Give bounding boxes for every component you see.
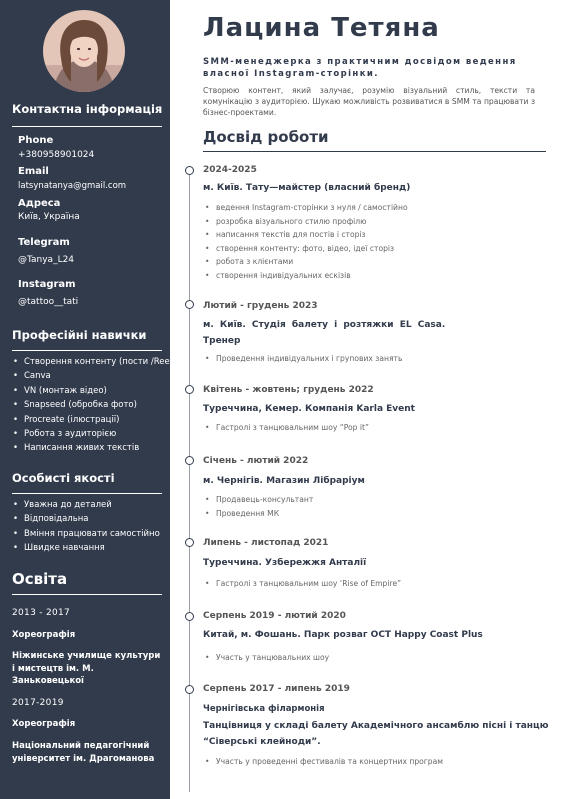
list-item: • VN (монтаж відео) [10,384,180,398]
education-years: 2013 - 2017 [12,608,71,618]
list-item: • Procreate (ілюстрації) [10,413,180,427]
sidebar [0,0,180,799]
list-item: • Участь у проведенні фестивалів та концертних програм [203,755,443,769]
list-item: • Уважна до деталей [10,498,160,512]
education-field: Хореографія [12,630,76,640]
qualities-list [10,498,160,556]
contact-heading: Контактна інформація [12,102,163,116]
timeline-line [189,170,190,792]
list-item: • Створення контенту (пости /Reels) [10,355,180,369]
job-period: Січень - лютий 2022 [203,456,309,466]
education-field: Хореографія [12,719,76,729]
list-item: • Проведення МК [203,507,313,521]
job-org: Туреччина, Кемер. Компанія Karla Event [203,404,415,414]
email-value[interactable]: latsynatanya@gmail.com [18,181,127,191]
address-value: Київ, Україна [18,212,80,222]
list-item: • написання текстів для постів і сторіз [203,228,408,242]
list-item: • Вміння працювати самостійно [10,527,160,541]
list-item: • робота з клієнтами [203,255,408,269]
tagline: SMM-менеджерка з практичним досвідом ведення власної Instagram-сторінки. [203,57,517,79]
instagram-label: Instagram [18,279,76,290]
telegram-value[interactable]: @Tanya_L24 [18,255,75,265]
list-item: • Участь у танцювальних шоу [203,651,329,665]
timeline-dot [185,300,194,309]
contact-divider [12,126,162,127]
timeline-dot [185,385,194,394]
education-school: Національний педагогічний університет ім. Драгоманова [12,741,155,764]
experience-divider [203,151,546,152]
job-bullets [203,421,369,435]
list-item: • розробка візуального стилю профілю [203,215,408,229]
phone-value[interactable]: +380958901024 [18,150,95,160]
job-period: Лютий - грудень 2023 [203,301,318,311]
job-period: Липень - листопад 2021 [203,538,329,548]
qualities-heading: Особисті якості [12,471,115,485]
job-role: Тренер [203,336,241,346]
telegram-label: Telegram [18,237,70,248]
job-org: м. Київ. Студія балету і розтяжки EL Casa. [203,320,446,330]
list-item: • ведення Instagram-сторінки з нуля / самостійно [203,201,408,215]
job-bullets [203,352,402,366]
job-org: м. Київ. Тату—майстер (власний бренд) [203,183,411,193]
email-label: Email [18,166,49,177]
skills-list [10,355,180,456]
list-item: • Гастролі з танцювальним шоу ‘Rise of Empire” [203,577,401,591]
education-heading: Освіта [12,570,68,588]
list-item: • Швидке навчання [10,541,160,555]
job-bullets [203,201,408,282]
education-divider [12,594,162,595]
job-org: м. Чернігів. Магазин Лібраріум [203,476,365,486]
job-period: Квітень - жовтень; грудень 2022 [203,385,374,395]
address-label: Адреса [18,198,61,209]
job-bullets [203,651,329,665]
education-years: 2017-2019 [12,698,64,708]
job-period: Серпень 2019 - лютий 2020 [203,611,346,621]
list-item: • Написання живих текстів [10,441,180,455]
phone-label: Phone [18,135,54,146]
avatar [43,10,125,92]
job-period: 2024-2025 [203,165,257,175]
candidate-name: Лацина Тетяна [203,13,440,43]
list-item: • Snapseed (обробка фото) [10,398,180,412]
timeline-dot [185,612,194,621]
job-bullets [203,755,443,769]
job-org: Чернігівська філармонія [203,704,325,714]
timeline-dot [185,538,194,547]
timeline-dot [185,166,194,175]
job-bullets [203,577,401,591]
list-item: • Продавець-консультант [203,493,313,507]
skills-heading: Професійні навички [12,328,147,342]
job-period: Серпень 2017 - липень 2019 [203,684,350,694]
education-school: Ніжинське училище культури і мистецтв ім. М. Заньковецької [12,651,161,686]
timeline-dot [185,685,194,694]
profile-photo [43,10,125,92]
job-role: Танцівниця у складі балету Академічного ансамблю пісні і танцю [203,721,549,731]
job-org: Туреччина. Узбережжя Анталії [203,558,367,568]
experience-heading: Досвід роботи [203,128,329,146]
list-item: • Canva [10,369,180,383]
list-item: • створення контенту: фото, відео, ідеї сторіз [203,242,408,256]
job-org: Китай, м. Фошань. Парк розваг OCT Happy Coast Plus [203,630,483,640]
job-role-continued: “Сіверські клейноди”. [203,737,321,747]
instagram-value[interactable]: @tattoo__tati [18,297,79,307]
skills-divider [12,350,162,351]
list-item: • Гастролі з танцювальним шоу “Pop it” [203,421,369,435]
list-item: • Проведення індивідуальних і групових занять [203,352,402,366]
list-item: • створення індивідуальних ескізів [203,269,408,283]
summary: Створюю контент, який залучає, розумію візуальний стиль, тексти та комунікацію з аудиторією. Шукаю можливість розвиватися в SMM та працювати з бізнес-проектами. [203,86,535,117]
timeline-dot [185,456,194,465]
list-item: • Відповідальна [10,512,160,526]
list-item: • Робота з аудиторією [10,427,180,441]
qualities-divider [12,493,162,494]
job-bullets [203,493,313,520]
